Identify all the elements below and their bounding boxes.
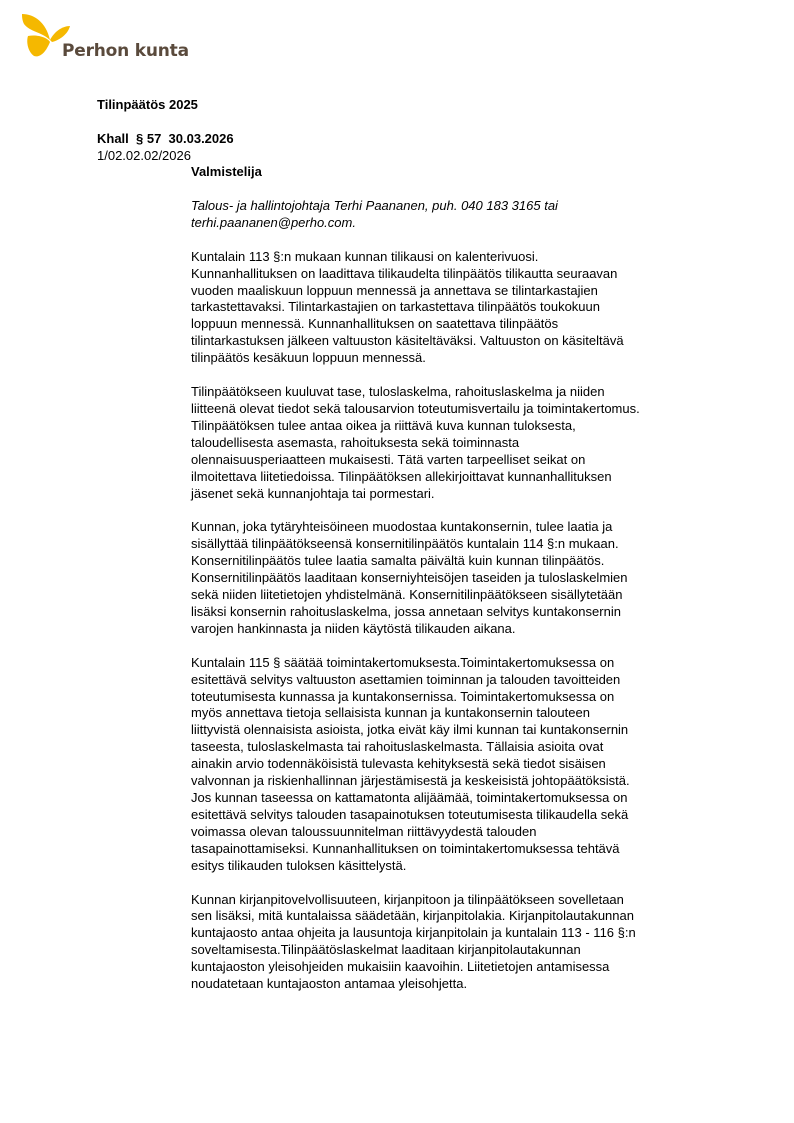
paragraph-line: esitettävä selvitys talouden tasapainotuksen toteutumisesta tilikaudella sekä <box>191 806 629 822</box>
body-paragraph <box>191 519 711 637</box>
paragraph-line: sekä niiden liitetietojen yhdistelmänä. Konsernitilinpäätökseen sisällytetään <box>191 587 623 603</box>
paragraph-line: sisällyttää tilinpäätökseensä konsernitilinpäätös kuntalain 114 §:n mukaan. <box>191 536 619 552</box>
meeting-reference: Khall § 57 30.03.2026 <box>97 131 234 146</box>
paragraph-line: soveltamisesta.Tilinpäätöslaskelmat laaditaan kirjanpitolautakunnan <box>191 942 581 958</box>
paragraph-line: ainakin arvio todennäköisistä tulevasta kehityksestä sekä tiedot sisäisen <box>191 756 606 772</box>
paragraph-line: myös annettava tietoja sellaisista kunnan ja kuntakonsernin talouteen <box>191 705 590 721</box>
perho-logo <box>20 10 200 62</box>
paragraph-line: Tilinpäätökseen kuuluvat tase, tuloslaskelma, rahoituslaskelma ja niiden <box>191 384 605 400</box>
paragraph-line: esitys tilikauden tuloksen käsittelystä. <box>191 857 407 873</box>
section-heading: Valmistelija <box>191 164 262 179</box>
paragraph-line: taseesta, tuloslaskelmasta tai rahoituslaskelmasta. Tällaisia asioita ovat <box>191 739 604 755</box>
paragraph-line: valvonnan ja riskienhallinnan järjestämisestä ja keskeisistä johtopäätöksistä. <box>191 773 630 789</box>
paragraph-line: Konsernitilinpäätös laaditaan konserniyhteisöjen taseiden ja tuloslaskelmien <box>191 570 628 586</box>
paragraphs <box>191 249 711 993</box>
paragraph-line: tilinpäätös kesäkuun loppuun mennessä. <box>191 350 426 366</box>
document-title: Tilinpäätös 2025 <box>97 97 198 112</box>
paragraph-line: Kunnanhallituksen on laadittava tilikaudelta tilinpäätös tilikautta seuraavan <box>191 265 618 281</box>
document-body <box>191 164 711 1010</box>
preparer-line: Talous- ja hallintojohtaja Terhi Paananen, puh. 040 183 3165 tai <box>191 197 558 213</box>
paragraph-line: toteutumisesta kunnassa ja kuntakonsernissa. Toimintakertomuksessa on <box>191 688 615 704</box>
paragraph-line: taloudellisesta asemasta, rahoituksesta sekä toiminnasta <box>191 434 520 450</box>
paragraph-line: esitettävä selvitys valtuuston asettamien toiminnan ja talouden tavoitteiden <box>191 671 621 687</box>
paragraph-line: sen lisäksi, mitä kuntalaissa säädetään, kirjanpitolakia. Kirjanpitolautakunnan <box>191 908 634 924</box>
paragraph-line: Kuntalain 113 §:n mukaan kunnan tilikausi on kalenterivuosi. <box>191 248 539 264</box>
body-paragraph <box>191 655 711 875</box>
paragraph-line: vuoden maaliskuun loppuun mennessä ja annettava se tilintarkastajien <box>191 282 598 298</box>
paragraph-line: tilintarkastuksen jälkeen valtuuston käsiteltäväksi. Valtuuston on käsiteltävä <box>191 333 624 349</box>
paragraph-line: noudatetaan kuntajaoston antamaa yleisohjetta. <box>191 976 468 992</box>
paragraph-line: Konsernitilinpäätös tulee laatia samalta päivältä kuin kunnan tilinpäätös. <box>191 553 605 569</box>
paragraph-line: kuntajaoston yleisohjeiden mukaisiin kaavoihin. Liitetietojen antamisessa <box>191 959 610 975</box>
logo-text: Perhon kunta <box>62 41 189 61</box>
paragraph-line: lisäksi konsernin rahoituslaskelma, jossa annetaan selvitys kuntakonsernin <box>191 603 621 619</box>
paragraph-line: tarkastettavaksi. Tilintarkastajien on tarkastettava tilinpäätös toukokuun <box>191 299 600 315</box>
paragraph-line: loppuun mennessä. Kunnanhallituksen on saatettava tilinpäätös <box>191 316 559 332</box>
paragraph-line: Kuntalain 115 § säätää toimintakertomuksesta.Toimintakertomuksessa on <box>191 654 615 670</box>
preparer-info <box>191 198 711 232</box>
paragraph-line: varojen hankinnasta ja niiden käytöstä tilikauden aikana. <box>191 620 516 636</box>
paragraph-line: Kunnan, joka tytäryhteisöineen muodostaa kuntakonsernin, tulee laatia ja <box>191 519 613 535</box>
paragraph-line: tasapainottamiseksi. Kunnanhallituksen on toimintakertomuksessa tehtävä <box>191 840 620 856</box>
paragraph-line: jäsenet sekä kunnanjohtaja tai pormestari. <box>191 485 435 501</box>
paragraph-line: Kunnan kirjanpitovelvollisuuteen, kirjanpitoon ja tilinpäätökseen sovelletaan <box>191 891 624 907</box>
paragraph-line: liittyvistä olennaisista asioista, jotka eivät käy ilmi kunnan tai kuntakonsernin <box>191 722 629 738</box>
body-paragraph <box>191 384 711 502</box>
paragraph-line: liitteenä olevat tiedot sekä talousarvion toteutumisvertailu ja toimintakertomus. <box>191 400 640 416</box>
paragraph-line: Tilinpäätöksen tulee antaa oikea ja riittävä kuva kunnan tuloksesta, <box>191 417 576 433</box>
document-id: 1/02.02.02/2026 <box>97 148 191 163</box>
paragraph-line: kuntajaosto antaa ohjeita ja lausuntoja kirjanpitolain ja kuntalain 113 - 116 §:n <box>191 925 636 941</box>
body-paragraph <box>191 249 711 367</box>
body-paragraph <box>191 892 711 993</box>
paragraph-line: ilmoitettava liitetiedoissa. Tilinpäätöksen allekirjoittavat kunnanhallituksen <box>191 468 612 484</box>
preparer-email: terhi.paananen@perho.com. <box>191 214 356 230</box>
paragraph-line: Jos kunnan taseessa on kattamatonta alijäämää, toimintakertomuksessa on <box>191 790 628 805</box>
paragraph-line: voimassa olevan taloussuunnitelman riittävyydestä talouden <box>191 823 537 839</box>
paragraph-line: olennaisuusperiaatteen mukaisesti. Tätä varten tarpeelliset seikat on <box>191 451 586 467</box>
